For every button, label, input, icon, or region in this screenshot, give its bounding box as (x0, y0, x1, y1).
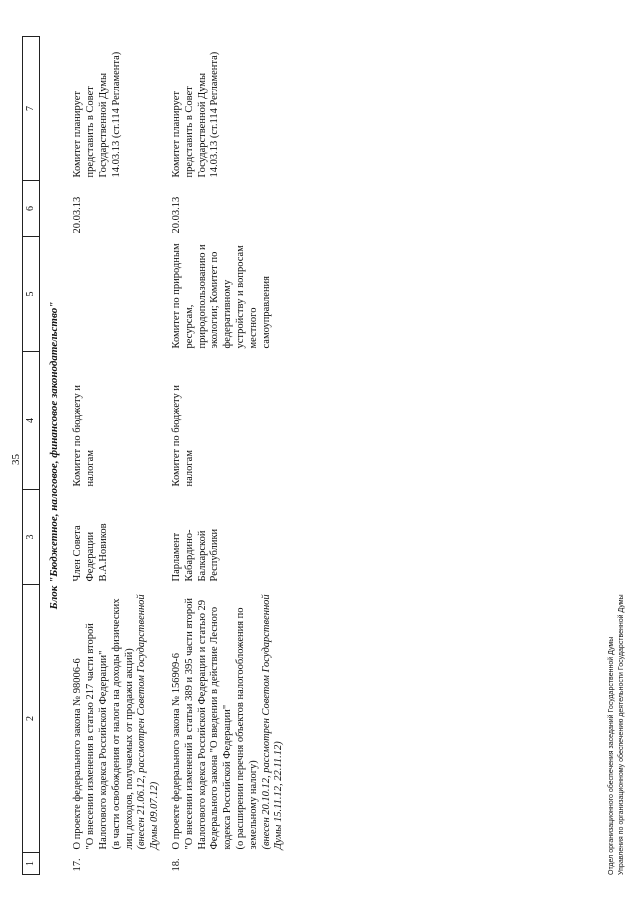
bill-description (69, 585, 168, 853)
co-committees (69, 237, 168, 352)
column-header: 4 (23, 352, 40, 490)
bill-submitted: (внесен 21.06.12, рассмотрен Советом Государственной Думы 09.07.12) (136, 594, 161, 850)
bill-title: "О внесении изменений в статьи 389 и 395 части второй Налогового кодекса Российской Федерации и статью 29 Федерального закона "О введении в действие Лесного кодекса Российской Федерации" (183, 597, 234, 850)
bill-intro: О проекте федерального закона № 156909-6 (170, 652, 182, 850)
column-header: 7 (23, 37, 40, 181)
column-number-header (23, 37, 40, 875)
bill-title: "О внесении изменения в статью 217 части второй Налогового кодекса Российской Федерации" (85, 623, 109, 850)
plan-note: Комитет планирует представить в Совет Государственной Думы 14.03.13 (ст.114 Регламента) (170, 51, 221, 178)
bill-submitted: (внесен 20.10.12, рассмотрен Советом Государственной Думы 15.11.12, 22.11.12) (260, 594, 285, 850)
bill-description (168, 585, 292, 853)
row-number: 18. (170, 858, 182, 872)
agenda-table (22, 36, 292, 875)
bill-detail: (в части освобождения от налога на доходы физических лиц доходов, получаемых от продажи акций) (110, 598, 135, 850)
block-title: Блок "Бюджетное, налоговое, финансовое законодательство" (48, 301, 60, 610)
table-row (168, 37, 292, 875)
table-row (69, 37, 168, 875)
co-committees: Комитет по природным ресурсам, природопользованию и экологии; Комитет по федеративному устройству и вопросам местного самоуправления (170, 243, 272, 349)
footer-directorate: Управления по организационному обеспечению деятельности Государственной Думы (618, 594, 625, 875)
plan-note: Комитет планирует представить в Совет Государственной Думы 14.03.13 (ст.114 Регламента) (72, 51, 122, 178)
review-date: 20.03.13 (72, 196, 84, 234)
page-number: 35 (10, 454, 22, 465)
responsible-committee: Комитет по бюджету и налогам (72, 385, 97, 487)
column-header: 3 (23, 490, 40, 585)
column-header: 2 (23, 585, 40, 853)
footer-department: Отдел организационного обеспечения заседаний Государственной Думы (608, 636, 615, 875)
column-header: 5 (23, 237, 40, 352)
review-date: 20.03.13 (170, 196, 182, 234)
responsible-committee: Комитет по бюджету и налогам (170, 385, 195, 487)
bill-detail: (о расширении перечня объектов налогообложения по земельному налогу) (234, 607, 259, 850)
bill-author: Член Совета Федерации В.А.Новиков (72, 523, 109, 582)
bill-intro: О проекте федерального закона № 98006-6 (72, 658, 84, 850)
bill-author: Парламент Кабардино-Балкарской Республики (170, 528, 221, 582)
column-header: 1 (23, 853, 40, 875)
row-number: 17. (72, 858, 84, 872)
column-header: 6 (23, 181, 40, 237)
